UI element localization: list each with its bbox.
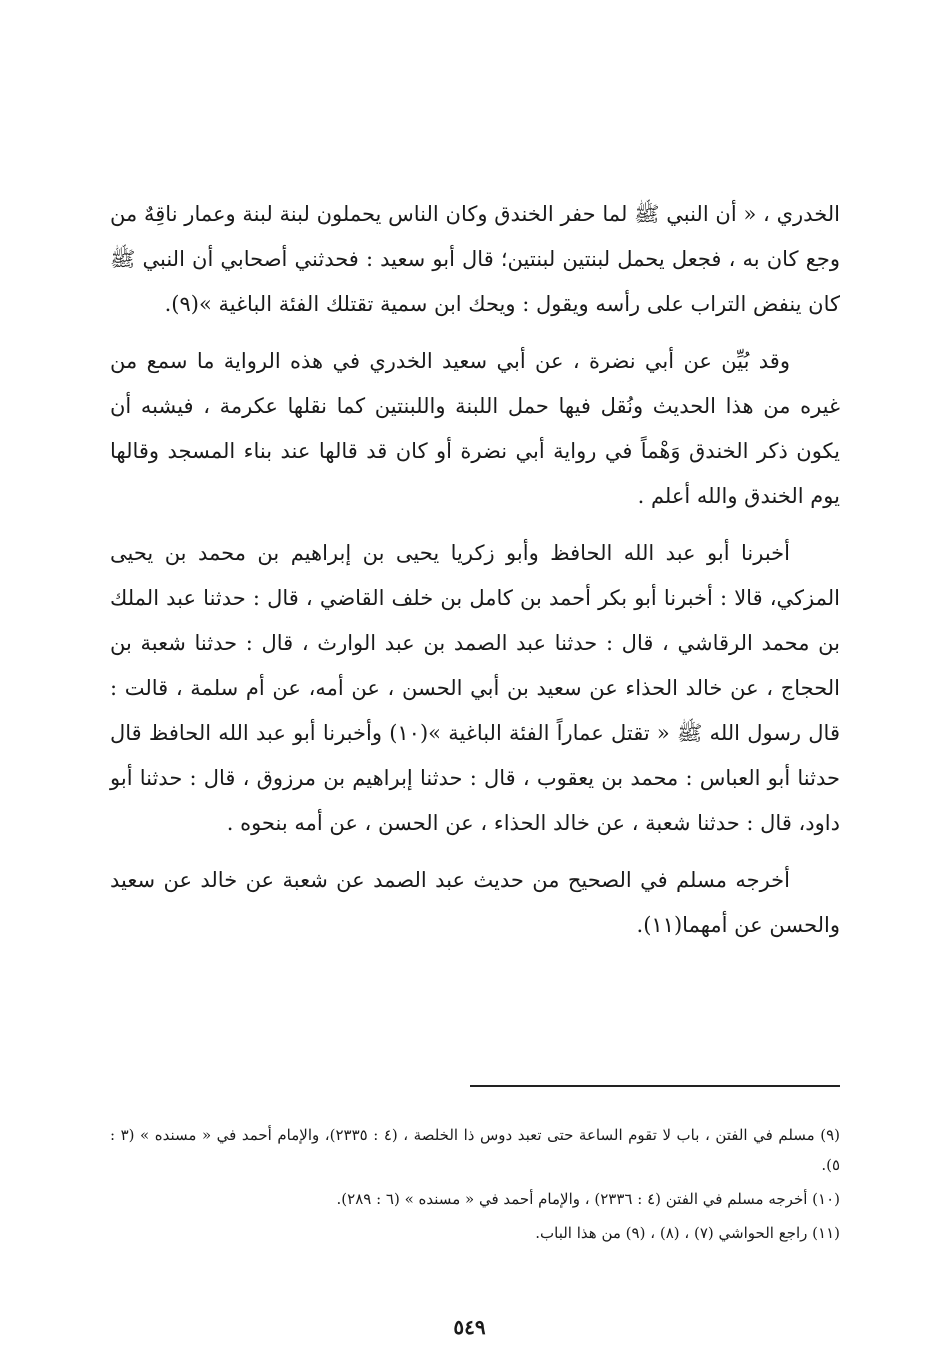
footnote-9: (٩) مسلم في الفتن ، باب لا تقوم الساعة حتى تعبد دوس ذا الخلصة ، (٤ : ٢٣٣٥)، والإمام أحمد في « مسنده » (٣ : ٥).: [110, 1126, 841, 1174]
footnote-10: (١٠) أخرجه مسلم في الفتن (٤ : ٢٣٣٦) ، والإمام أحمد في « مسنده » (٦ : ٢٨٩).: [336, 1190, 840, 1208]
paragraph-2: وقد بُيِّن عن أبي نضرة ، عن أبي سعيد الخدري في هذه الرواية ما سمع من غيره من هذا الحديث ونُقل فيها حمل اللبنة واللبنتين كما نقلها عكرمة ، فيشبه أن يكون ذكر الخندق وَهْماً في رواية أبي نضرة أو كان قد قالها عند بناء المسجد وقالها يوم الخندق والله أعلم .: [110, 349, 840, 508]
paragraph-3: أخبرنا أبو عبد الله الحافظ وأبو زكريا يحيى بن إبراهيم بن محمد بن يحيى المزكي، قالا : أخبرنا أبو بكر أحمد بن كامل بن خلف القاضي ، قال : حدثنا عبد الملك بن محمد الرقاشي ، قال : حدثنا عبد الصمد بن عبد الوارث ، قال : حدثنا شعبة بن الحجاج ، عن خالد الحذاء عن سعيد بن أبي الحسن ، عن أمه، عن أم سلمة ، قالت : قال رسول الله ﷺ « تقتل عماراً الفئة الباغية »(١٠) وأخبرنا أبو عبد الله الحافظ قال حدثنا أبو العباس : محمد بن يعقوب ، قال : حدثنا إبراهيم بن مرزوق ، قال : حدثنا أبو داود، قال : حدثنا شعبة ، عن خالد الحذاء ، عن الحسن ، عن أمه بنحوه .: [110, 541, 840, 835]
paragraph-4: أخرجه مسلم في الصحيح من حديث عبد الصمد عن شعبة عن خالد عن سعيد والحسن عن أمهما(١١).: [110, 868, 840, 937]
page-number: ٥٤٩: [453, 1315, 486, 1339]
main-text: [110, 192, 840, 960]
paragraph-1: الخدري ، « أن النبي ﷺ لما حفر الخندق وكان الناس يحملون لبنة لبنة وعمار ناقِهٌ من وجع كان به ، فجعل يحمل لبنتين لبنتين؛ قال أبو سعيد : فحدثني أصحابي أن النبي ﷺ كان ينفض التراب على رأسه ويقول : ويحك ابن سمية تقتلك الفئة الباغية »(٩).: [110, 202, 840, 316]
footnotes: [110, 1120, 840, 1252]
footnote-divider: [470, 1085, 840, 1087]
footnote-11: (١١) راجع الحواشي (٧) ، (٨) ، (٩) من هذا الباب.: [535, 1224, 840, 1242]
